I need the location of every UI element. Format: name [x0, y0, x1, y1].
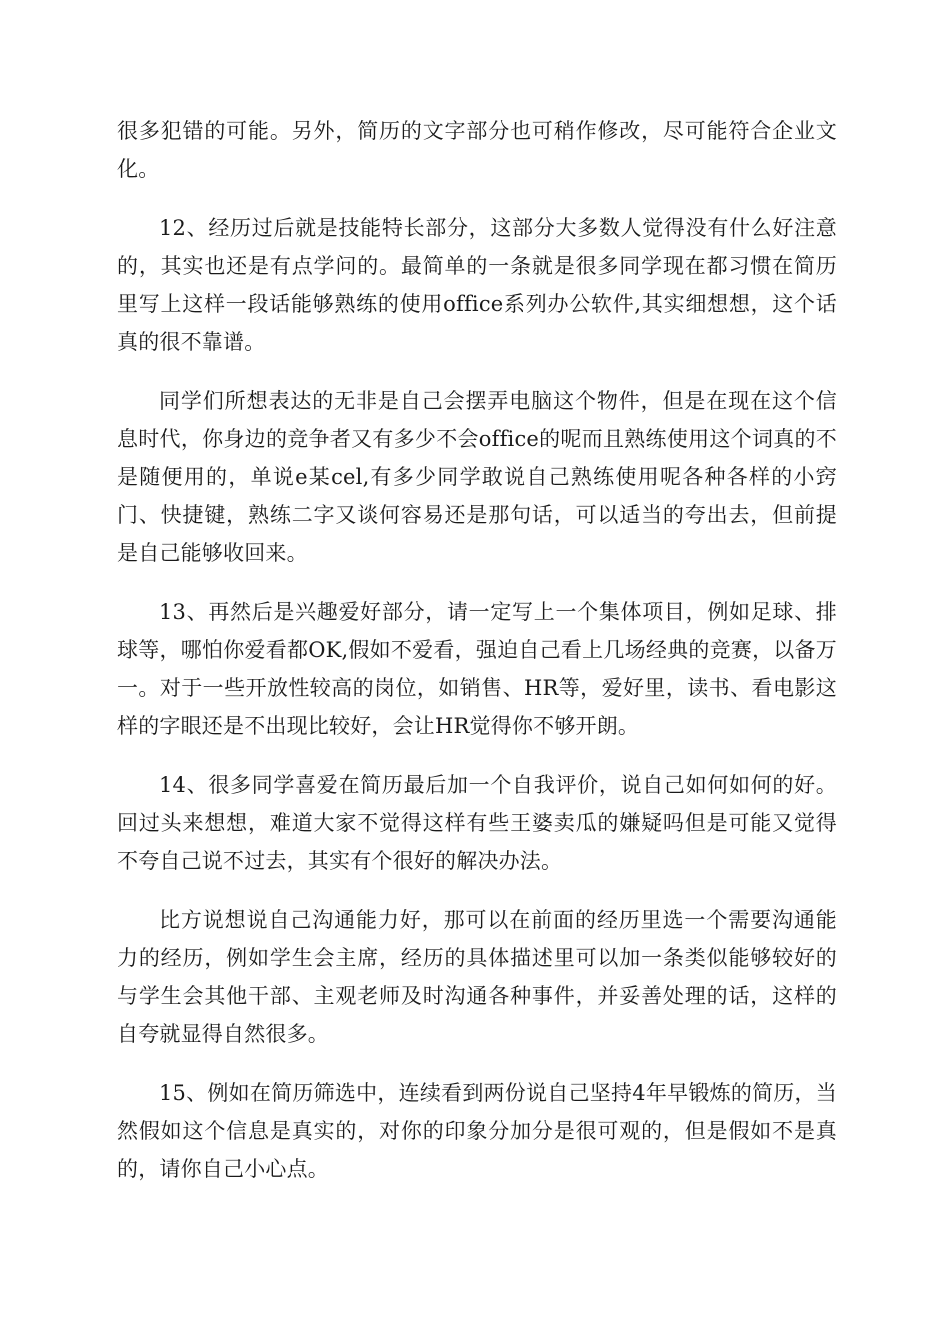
paragraph-communication-example: 比方说想说自己沟通能力好，那可以在前面的经历里选一个需要沟通能力的经历，例如学生会主席，经历的具体描述里可以加一条类似能够较好的与学生会其他干部、主观老师及时沟通各种事件，并妥善处理的话，这样的自夸就显得自然很多。: [117, 908, 837, 1046]
paragraph-continuation: 很多犯错的可能。另外，简历的文字部分也可稍作修改，尽可能符合企业文化。: [117, 119, 837, 181]
paragraph-14-self-evaluation: 14、很多同学喜爱在简历最后加一个自我评价，说自己如何如何的好。回过头来想想，难道大家不觉得这样有些王婆卖瓜的嫌疑吗但是可能又觉得不夸自己说不过去，其实有个很好的解决办法。: [117, 773, 837, 873]
paragraph-12-skills: 12、经历过后就是技能特长部分，这部分大多数人觉得没有什么好注意的，其实也还是有点学问的。最简单的一条就是很多同学现在都习惯在简历里写上这样一段话能够熟练的使用office系列办公软件,其实细想想，这个话真的很不靠谱。: [117, 216, 837, 354]
paragraph-13-hobbies: 13、再然后是兴趣爱好部分，请一定写上一个集体项目，例如足球、排球等，哪怕你爱看都OK,假如不爱看，强迫自己看上几场经典的竞赛，以备万一。对于一些开放性较高的岗位，如销售、HR等，爱好里，读书、看电影这样的字眼还是不出现比较好，会让HR觉得你不够开朗。: [117, 600, 837, 738]
paragraph-office-skills: 同学们所想表达的无非是自己会摆弄电脑这个物件，但是在现在这个信息时代，你身边的竞争者又有多少不会office的呢而且熟练使用这个词真的不是随便用的，单说e某cel,有多少同学敢说自己熟练使用呢各种各样的小窍门、快捷键，熟练二字又谈何容易还是那句话，可以适当的夸出去，但前提是自己能够收回来。: [117, 389, 837, 565]
document-body: [117, 112, 837, 1209]
paragraph-15-screening: 15、例如在简历筛选中，连续看到两份说自己坚持4年早锻炼的简历，当然假如这个信息是真实的，对你的印象分加分是很可观的，但是假如不是真的，请你自己小心点。: [117, 1081, 837, 1181]
